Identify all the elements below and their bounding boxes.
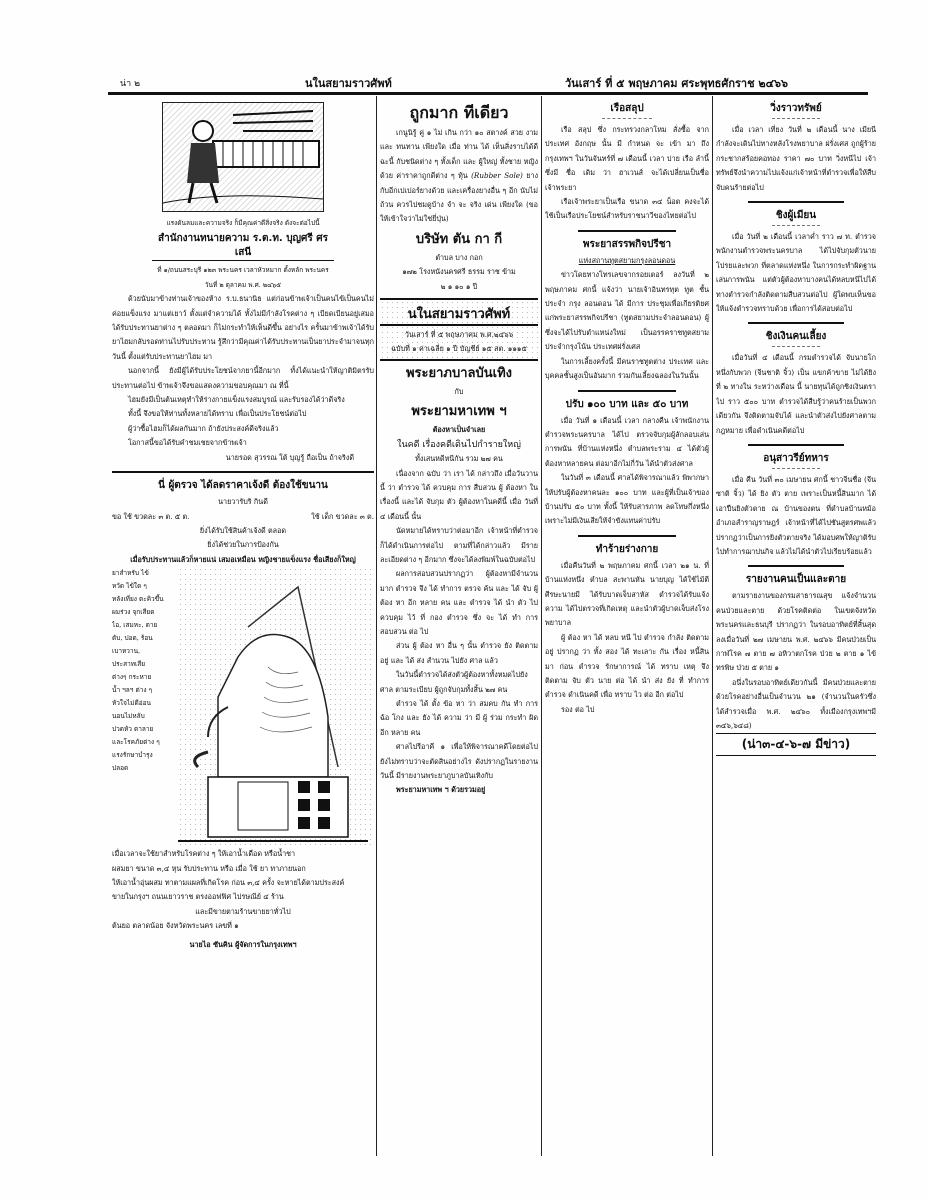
column-divider — [541, 96, 542, 1156]
ad2-side-item: หัวใจไม่ดีอ่อน — [112, 699, 151, 708]
ad-title: สำนักงานทนายความ ร.ต.ท. บุญศรี ศรเสนี — [152, 232, 334, 261]
story-subhead: ในคดี เรื่องคดีเดินไปกำรายใหญ่ — [397, 439, 521, 450]
medicine-figure-illustration — [178, 567, 374, 847]
ad2-side-item: แรงรักษาบำรุง — [112, 751, 153, 760]
column-2 — [380, 98, 538, 1158]
section-title: ชิงเงินคนเลี้ยง — [765, 331, 827, 343]
company-address: ตำบล บาง กอก — [435, 252, 483, 262]
ad2-side-item: นอนไม่หลับ — [112, 712, 145, 721]
ad-address: ที่ ๑/ถนนสระบุรี ๑๒๓ พระนคร เวลาหัวหมาก ตั้งหลัก พระนคร — [157, 266, 329, 275]
ad-date: วันที่ ๒ ตุลาคม พ.ศ. ๒๔๖๕ — [204, 280, 282, 289]
story-paragraph: นัดหมายได้ทราบว่าต่อมาอีก เจ้าหน้าที่ตำรวจก็ได้ดำเนินการต่อไป ตามที่ได้กล่าวแล้ว มีรายละเอียดต่าง ๆ อีกมาก ซึ่งจะได้ลงพิมพ์ในฉบับต่อไป — [380, 526, 538, 564]
section-divider — [748, 565, 844, 567]
ad2-footer-line: เมื่อเวลาจะใช้ยาสำหรับโรคต่าง ๆ ให้เอาน้ำเดือด หรือน้ำชา — [112, 849, 296, 859]
title-underline — [772, 468, 820, 469]
ad2-subtitle: นายวารับริ กินดี — [218, 497, 268, 507]
story-paragraph: ในวันนี้ตำรวจได้ส่งตัวผู้ต้องหาทั้งหมดไปยังศาล ตามระเบียบ ผู้ถูกจับกุมทั้งสิ้น ๒๗ คน — [380, 670, 528, 694]
ad-body-paragraph: นอกจากนี้ ยังมีผู้ได้รับประโยชน์จากยานี้อีกมาก ทั้งได้แนะนำให้ญาติมิตรรับประทานต่อไป ข้าพเจ้าจึงขอแสดงความขอบคุณมา ณ ที่นี้ — [112, 366, 374, 390]
section-divider — [748, 201, 844, 203]
section-title: พระยาสรรพกิจปรีชา — [582, 238, 672, 250]
ad2-side-item: ผมร่วง จุกเสียด — [112, 608, 155, 617]
section-paragraph: ในวันที่ ๓ เดือนนี้ ศาลได้พิจารณาแล้ว พิพากษาให้ปรับผู้ต้องหาคนละ ๑๐๐ บาท และผู้ที่เป็นเจ้าของบ้านปรับ ๕๐ บาท ทั้งนี้ ให้รับสารภาพ ลดโทษกึ่งหนึ่ง เพราะไม่มีเงินเสียให้จำขังแทนค่าปรับ — [545, 473, 709, 526]
date-line: วันเสาร์ ที่ ๕ พฤษภาคม ศระพุทธศักราช ๒๔๖๖ — [565, 77, 788, 90]
section-paragraph: เมื่อ วันที่ ๒ เดือนนี้ เวลาค่ำ ราว ๗ ท. ตำรวจพนักงานตำรวจพระนครบาล ได้ไปจับกุมตัวนายโปรยและพวก ที่ตลาดแห่งหนึ่ง ในการกระทำผิดฐานเล่นการพนัน แต่ตัวผู้ต้องหาบางคนได้หลบหนีไปได้ ทางตำรวจกำลังติดตามสืบสวนต่อไป ผู้ใดพบเห็นขอให้แจ้งตำรวจทราบด้วย เพื่อการได้สอบต่อไป — [716, 232, 876, 314]
ad2-title: นี่ ผู้ตรวจ ได้ลดราคาเจ้งดี ต้องใช้ขนาน — [158, 480, 328, 492]
section-paragraph: เมื่อ เวลา เที่ยง วันที่ ๒ เดือนนี้ นาง เมียนี กำลังจะเดินไปทางหลังโรงพยาบาล ฝรั่งเศส ถูกผู้ร้ายกระชากสร้อยคอทอง ราคา ๗๐ บาท วิ่งหนีไป เจ้าทรัพย์จึงนำความไปแจ้งแก่เจ้าหน้าที่ตำรวจเพื่อให้สืบจับคนร้ายต่อไป — [716, 125, 876, 192]
cannon-figure-icon — [163, 103, 323, 211]
ad-body — [380, 126, 538, 227]
page-number: น่า ๒ — [120, 79, 140, 89]
masthead-rule — [108, 92, 868, 95]
ad-caption: แรงดันลมและความจริง ก็มีคุณค่าดีสิ่งจริง ดังจะต่อไปนี้ — [166, 219, 320, 227]
section-divider — [112, 471, 374, 473]
paper-nameplate — [380, 298, 538, 361]
ad2-line: ยิ่งได้ช่วยในการป้องกัน — [207, 540, 279, 550]
ad2-footer-signature: นายไอ ซันคิน ผู้จัดการในกรุงเทพฯ — [189, 939, 297, 949]
section-paragraph: เมื่อ คืน วันที่ ๓๐ เมษายน ศกนี้ ชาวจีนชื่อ (จีนซาติ จิ้ว) ได้ ยิง ตัว ตาย เพราะเป็นหนี้สินมาก ได้เอาปืนยิงตัวตาย ณ บ้านของตน ที่ตำบลบ้านหม้อ อำเภอสำราญราษฎร์ เจ้าหน้าที่ได้ไปชันสูตรศพแล้ว ปรากฏว่าเป็นการยิงตัวตายจริง ได้มอบศพให้ญาติรับไปทำการฌาปนกิจ แล้วไม่ได้นำตัวไปเรียบร้อยแล้ว — [716, 474, 876, 556]
story-paragraph: เนื่องจาก ฉบับ ว่า เรา ได้ กล่าวถึง เมื่อวันวานนี้ ว่า ตำรวจ ได้ ควบคุม การ สืบสวน ผู้ ต้องหา ในเรื่องนี้ และได้ จับกุม ตัว ผู้ต้องหาในคดีนี้ เมื่อ วันที่ ๔ เดือนนี้ นั้น — [380, 468, 538, 521]
ad2-side-item: ประสาทเสีย — [112, 660, 146, 669]
company-name: บริษัท ตัน กา กี — [415, 231, 503, 247]
ad2-side-item: หลังเที่ยง ตะคิวขึ้น — [112, 595, 164, 604]
section-title: รายงานคนเป็นและตาย — [745, 574, 847, 586]
continued-note: (น่า๓-๔-๖-๗ มีข่าว) — [716, 733, 876, 755]
nameplate-issue: ฉบับที่ ๑ ค่าเฉลี่ย ๑ ปี บัญชีย์ ๑๕ สต. ๑๑๑๕ — [391, 344, 527, 354]
section-paragraph: เรือ สลุป ซึ่ง กระทรวงกลาโหม สั่งซื้อ จาก ประเทศ อังกฤษ นั้น มี กำหนด จะ เข้า มา ถึง กรุงเทพฯ ในวันจันทร์ที่ ๗ เดือนนี้ เวลา บ่าย เรือ ลำนี้ ซึ่งมี ชื่อ เดิม ว่า ฮาเวนส์ จะได้เปลี่ยนเป็นชื่อเจ้าพระยา — [545, 125, 709, 192]
ad-signature: นายรอด สุวรรณ ใต้ บุญรู้ ถือเป็น ถ้าจริงดี — [225, 452, 354, 462]
ad2-footer-line: ให้เอาน้ำอุ่นผสม ทาตามแผลที่เกิดโรค ก่อน ๓,๔ ครั้ง จะหายได้ตามประสงค์ — [112, 877, 345, 887]
ad2-side-item: เบาหวาน, — [112, 647, 141, 656]
ad-body-paragraph: ผู้ว่าซื้อไฮมก็ได้ผลกันมาก ถ้ายังประสงค์ดีจริงแล้ว — [128, 423, 279, 433]
column-3 — [545, 98, 709, 1158]
ad2-footer-line: ขายในกรุงฯ ถนนเยาวราช ตรงออฟฟิศ ไปรษณีย์ ๔ ร้าน — [112, 892, 284, 902]
nameplate-title: นในสยามราวศัพท์ — [380, 306, 538, 326]
ad-body-paragraph: โอกาสนี้ขอได้รับคำชมเชยจากข้าพเจ้า — [128, 438, 247, 448]
ad2-footer-line: ผสมยา ขนาด ๓,๔ หุน รับประทาน หรือ เมื่อ ใช้ ยา ทาภายนอก — [112, 863, 306, 873]
section-paragraph: เมื่อคืนวันที่ ๒ พฤษภาคม ศกนี้ เวลา ๒๑ น. ที่บ้านแห่งหนึ่ง ตำบล สะพานหัน นายบุญ ได้ใช้ไม้ตีศีรษะนายมี ได้รับบาดเจ็บสาหัส ตำรวจได้รับแจ้งความ ได้ไปตรวจที่เกิดเหตุ และนำตัวผู้บาดเจ็บส่งโรงพยาบาล — [545, 560, 709, 628]
section-title: เรือสลุป — [610, 103, 644, 114]
ad2-line: เมื่อรับประทานแล้วก็หายแน่ เสมอเหมือน หญิงชายแข็งแรง ชื่อเสียงก็ใหญ่ — [130, 554, 356, 564]
ad2-side-item: น้ำ ฯลฯ ต่าง ๆ — [112, 686, 153, 695]
section-paragraph: รอง ต่อ ไป — [561, 704, 595, 714]
ad-body-paragraph: ไฮมยังมีเป็นต้นเหตุทำให้ร่างกายแข็งแรงสมบูรณ์ และรับรองได้ว่าดีจริง — [128, 395, 345, 405]
company-address: ๒ ๑ ๑๐ ๑ ปี — [440, 281, 478, 291]
ad2-footer-line: ต้นยอ ตลาดน้อย จังหวัดพระนคร เลขที่ ๑ — [112, 921, 239, 931]
story-subhead: ทั้งเสนหดีหนีกัน รวม ๒๗ คน — [415, 454, 503, 464]
ad2-side-item: หวัด ไข้ใด ๆ — [112, 582, 147, 591]
section-paragraph: เรือเจ้าพระยาเป็นเรือ ขนาด ๓๔ น็อต คงจะได้ใช้เป็นเรือประโยชน์สำหรับราชนาวีของไทยต่อไป — [545, 197, 709, 221]
cannon-illustration — [162, 102, 324, 212]
ad-headline: ถูกมาก ทีเดียว — [409, 103, 509, 122]
story-headline-2: พระยามหาเทพ ฯ — [411, 404, 507, 420]
story-paragraph: ตำรวจ ได้ ตั้ง ข้อ หา ว่า สมคบ กัน ทำ การ ฉ้อ โกง และ ยัง ได้ ความ ว่า มี ผู้ ร่วม กระทำ ผิด อีก หลาย คน — [380, 699, 538, 737]
ad2-line: ยิ่งได้รับใช้สินค้าเจ้งดี ตลอด — [199, 525, 287, 535]
section-paragraph: ตามรายงานของกรมสาธารณสุข แจ้งจำนวนคนป่วยและตาย ด้วยโรคติดต่อ ในเขตจังหวัดพระนครและธนบุรี ปรากฏว่า ในรอบอาทิตย์ที่สิ้นสุดลงเมื่อวันที่ ๒๗ เมษายน พ.ศ. ๒๔๖๖ มีคนป่วยเป็นกาฬโรค ๗ ตาย ๗ อหิวาตกโรค ป่วย ๒ ตาย ๑ ไข้ทรพิษ ป่วย ๕ ตาย ๑ — [716, 591, 876, 673]
section-title: ปรับ ๑๐๐ บาท และ ๕๐ บาท — [565, 398, 689, 410]
ad2-side-item: ปวดหัว ตาลาย — [112, 725, 154, 734]
ad-body-paragraph: ทั้งนี้ จึงขอให้ท่านทั้งหลายได้ทราบ เพื่อเป็นประโยชน์ต่อไป — [128, 409, 307, 419]
section-paragraph: เมื่อ วันที่ ๑ เดือนนี้ เวลา กลางคืน เจ้าพนักงานตำรวจพระนครบาล ได้ไป ตรวจจับกุมผู้ลักลอบเล่นการพนัน ที่บ้านแห่งหนึ่ง ตำบลพระราม ๔ ได้ตัวผู้ต้องหาหลายคน ต่อมาอีกไม่กี่วัน ได้นำตัวส่งศาล — [545, 415, 709, 468]
column-divider — [376, 96, 377, 1156]
section-title: ชิงผู้เมียน — [775, 210, 817, 222]
section-divider — [578, 535, 676, 537]
section-paragraph: อนึ่งในรอบอาทิตย์เดียวกันนี้ มีคนป่วยและตายด้วยโรคอย่างอื่นเป็นจำนวน ๒๑ (จำนวนในครัวซึ่งได้สำรวจเมื่อ พ.ศ. ๒๔๖๐ ทั้งเมืองกรุงเทพฯมี ๓๔๖,๖๔๘) — [716, 677, 876, 730]
ad2-side-item: ปลอด — [112, 764, 129, 773]
ad2-body — [112, 567, 374, 847]
ad-body-paragraph: ด้วยนับมาข้างท่านเจ้าของห้าง ร.บ.ธนานิธ แต่ก่อนข้าพเจ้าเป็นคนไข้เป็นคนไม่ค่อยแข็งแรง มาแต่เยาว์ ตั้งแต่จำความได้ ทั้งไม่มีกำลังโรคต่าง ๆ เบียดเบียนอยู่เสมอ ได้รับประทานยาต่าง ๆ ตลอดมา ก็ไม่กระทำให้เห็นดีขึ้น อย่างไร ครั้นมาข้าพเจ้าได้รับยาไฮมกลับรอดท่านไปรับประทาน รู้สึกว่ามีคุณค่าได้รับประทานเป็นยาประจำมาจนทุกวันนี้ ตั้งแต่รับประทานยาไฮม มา — [112, 294, 374, 361]
section-title: ทำร้ายร่างกาย — [595, 543, 659, 555]
ad2-side-item: ยาสำหรับ ไข้ — [112, 569, 149, 578]
story-headline: พระยาภบาลบันเทิง — [405, 365, 513, 381]
masthead — [110, 72, 865, 94]
story-paragraph: ศาลไปรีอาคี ๑ เพื่อให้พิจารณาคดีโดยต่อไป ยังไม่ทราบว่าจะตัดสินอย่างไร ดังปรากฏในรายงานวันนี้ มีรายงานพระยาภูบาลบันเทิงกับ — [380, 742, 538, 781]
ad-body-english: (Rubber Sole) — [471, 171, 523, 181]
section-title: อนุสาวรีย์ทหาร — [763, 452, 829, 464]
section-divider — [578, 230, 676, 232]
column-divider — [712, 96, 713, 1156]
section-paragraph: ในการเลี้ยงครั้งนี้ มีคนราชทูตต่าง ประเทศ และบุคคลชั้นสูงเป็นอันมาก ร่วมกันเลี้ยงฉลองในวันนั้น — [545, 356, 709, 381]
section-divider — [748, 444, 844, 446]
story-paragraph: พระยามหาเทพ ฯ ด้วยรวมอยู่ — [396, 785, 486, 795]
title-underline — [772, 225, 820, 226]
story-subhead: ต้องหาเป็นจำเลย — [432, 425, 486, 435]
title-underline — [772, 346, 820, 347]
ad2-price-right: ใช้ เด็ก ขวดละ ๓ ต. — [311, 511, 374, 521]
story-conjunction: กับ — [454, 386, 464, 396]
column-1 — [112, 98, 374, 1158]
section-paragraph: เมื่อวันที่ ๔ เดือนนี้ กรมตำรวจได้ จับนายโกหนึ่งกับพวก (จีนชาติ จิ้ว) เป็น แขกค้าขาย ไม่ได้ยิงที่ ๒ ทางใน ระหว่างเดือน นี้ นายทุนได้ถูกชิงเงินตราไป ราว ๕๐๐ บาท ตำรวจได้สืบรู้ว่าคนร้ายเป็นพวกเดียวกัน จึงติดตามจับได้ และนำตัวส่งไปยังศาลตามกฎหมาย เพื่อดำเนินคดีต่อไป — [716, 353, 876, 435]
nameplate-date: วันเสาร์ ที่ ๕ พฤษภาคม พ.ศ.๒๔๖๖ — [404, 330, 514, 340]
story-paragraph: ส่วน ผู้ ต้อง หา อื่น ๆ นั้น ตำรวจ ยัง ติดตาม อยู่ และ ได้ ส่ง สำนวน ไปยัง ศาล แล้ว — [380, 641, 538, 665]
section-subtitle: แห่งสถานทูตสยามกรุงลอนดอน — [578, 255, 676, 265]
ad2-price-left: ขอ ใช้ ขวดละ ๓ ต. ๕ ต. — [112, 511, 190, 521]
ad-body-text: ยางกับอีกเปเปอร์ยางด้วย และเครื่องยางอื่น ๆ อีก นับไม่ถ้วน ควรไปชมดูบ้าง จำ จะ จริง เด่น เพียงใด (ขอให้เข้าใจว่าไม่ใช่ยี่ปุ่น) — [380, 171, 538, 224]
medicine-figure-icon — [178, 567, 368, 847]
company-address: ๑๗๒ โรงหนังนครศรี ธรรม ราช ข้าม — [402, 267, 516, 277]
ad2-footer-line: และมีขายตามร้านขายยาทั่วไป — [195, 906, 291, 916]
section-title: วิ่งราวทรัพย์ — [770, 103, 822, 114]
ad2-side-list — [112, 567, 172, 847]
title-underline — [602, 118, 651, 119]
ad2-side-item: ต่างๆ กระหาย — [112, 673, 152, 682]
ad2-side-item: ตับ, ปอด, ร้อน — [112, 634, 153, 643]
section-divider — [578, 390, 676, 392]
paper-name: นในสยามราวศัพท์ — [305, 77, 392, 90]
section-paragraph: ผู้ ต้อง หา ได้ หลบ หนี ไป ตำรวจ กำลัง ติดตาม อยู่ ปรากฏ ว่า ทั้ง สอง ได้ ทะเลาะ กัน เรื่อง หนี้สิน มา ก่อน ตำรวจ รักษาการณ์ ได้ ทราบ เหตุ จึง ติดตาม จับ ตัว นาย ต่อ ได้ นำ ส่ง ยัง ที่ ทำการ ตำรวจ ดำเนินคดี เพื่อ ทราบ ไว ต่อ อีก ต่อไป — [545, 632, 709, 700]
ad2-side-item: ไอ, เสมหะ, ตาย — [112, 621, 158, 630]
ad-body-text: เกนูนิรู้ คู่ ๑ ไม่ เกิน กว่า ๑๐ สตางค์ สวย งาม และ ทนทาน เพียงใด เมื่อ ท่าน ได้ เห็นสิ่งราบได้ดีฉะนี้ กับชนิดต่าง ๆ ทั้งเด็ก และ ผู้ใหญ่ ทั้งชาย หญิง ด้วย ค่าราคาถูกดีต่าง ๆ ทุ้น — [380, 128, 538, 181]
title-underline — [772, 118, 820, 119]
section-paragraph: ข่าวโดยทางโทรเลขจากรอยเตอร์ ลงวันที่ ๒ พฤษภาคม ศกนี้ แจ้งว่า นายเจ้าอินทรทุต ทูต ชั้น ประจำ กรุง ลอนดอน ได้ มีการ ประชุมเพื่อเกียรติยศแก่พระยาสรรพกิจปรีชา (ทูตสยามประจำลอนดอน) ผู้ ซึ่งจะได้ไปรับตำแหน่งใหม่ เป็นอรรคราชทูตสยามประจำกรุงโน้น ประเทศฝรั่งเศส — [545, 270, 709, 352]
section-divider — [748, 322, 844, 324]
column-4 — [716, 98, 876, 1158]
ad2-side-item: และโรคภัยต่าง ๆ — [112, 738, 160, 747]
story-paragraph: ผลการสอบสวนปรากฏว่า ผู้ต้องหามีจำนวนมาก ตำรวจ จึง ได้ ทำการ ตรวจ ค้น และ ได้ จับ ผู้ ต้อง หา อีก หลาย คน และ ตำรวจ ได้ นำ ตัว ไป ควบคุม ไว้ ที่ กอง ตำรวจ ซึ่ง จะ ได้ ทำ การ สอบสวน ต่อ ไป — [380, 569, 538, 636]
ad2-price-row — [112, 510, 374, 524]
